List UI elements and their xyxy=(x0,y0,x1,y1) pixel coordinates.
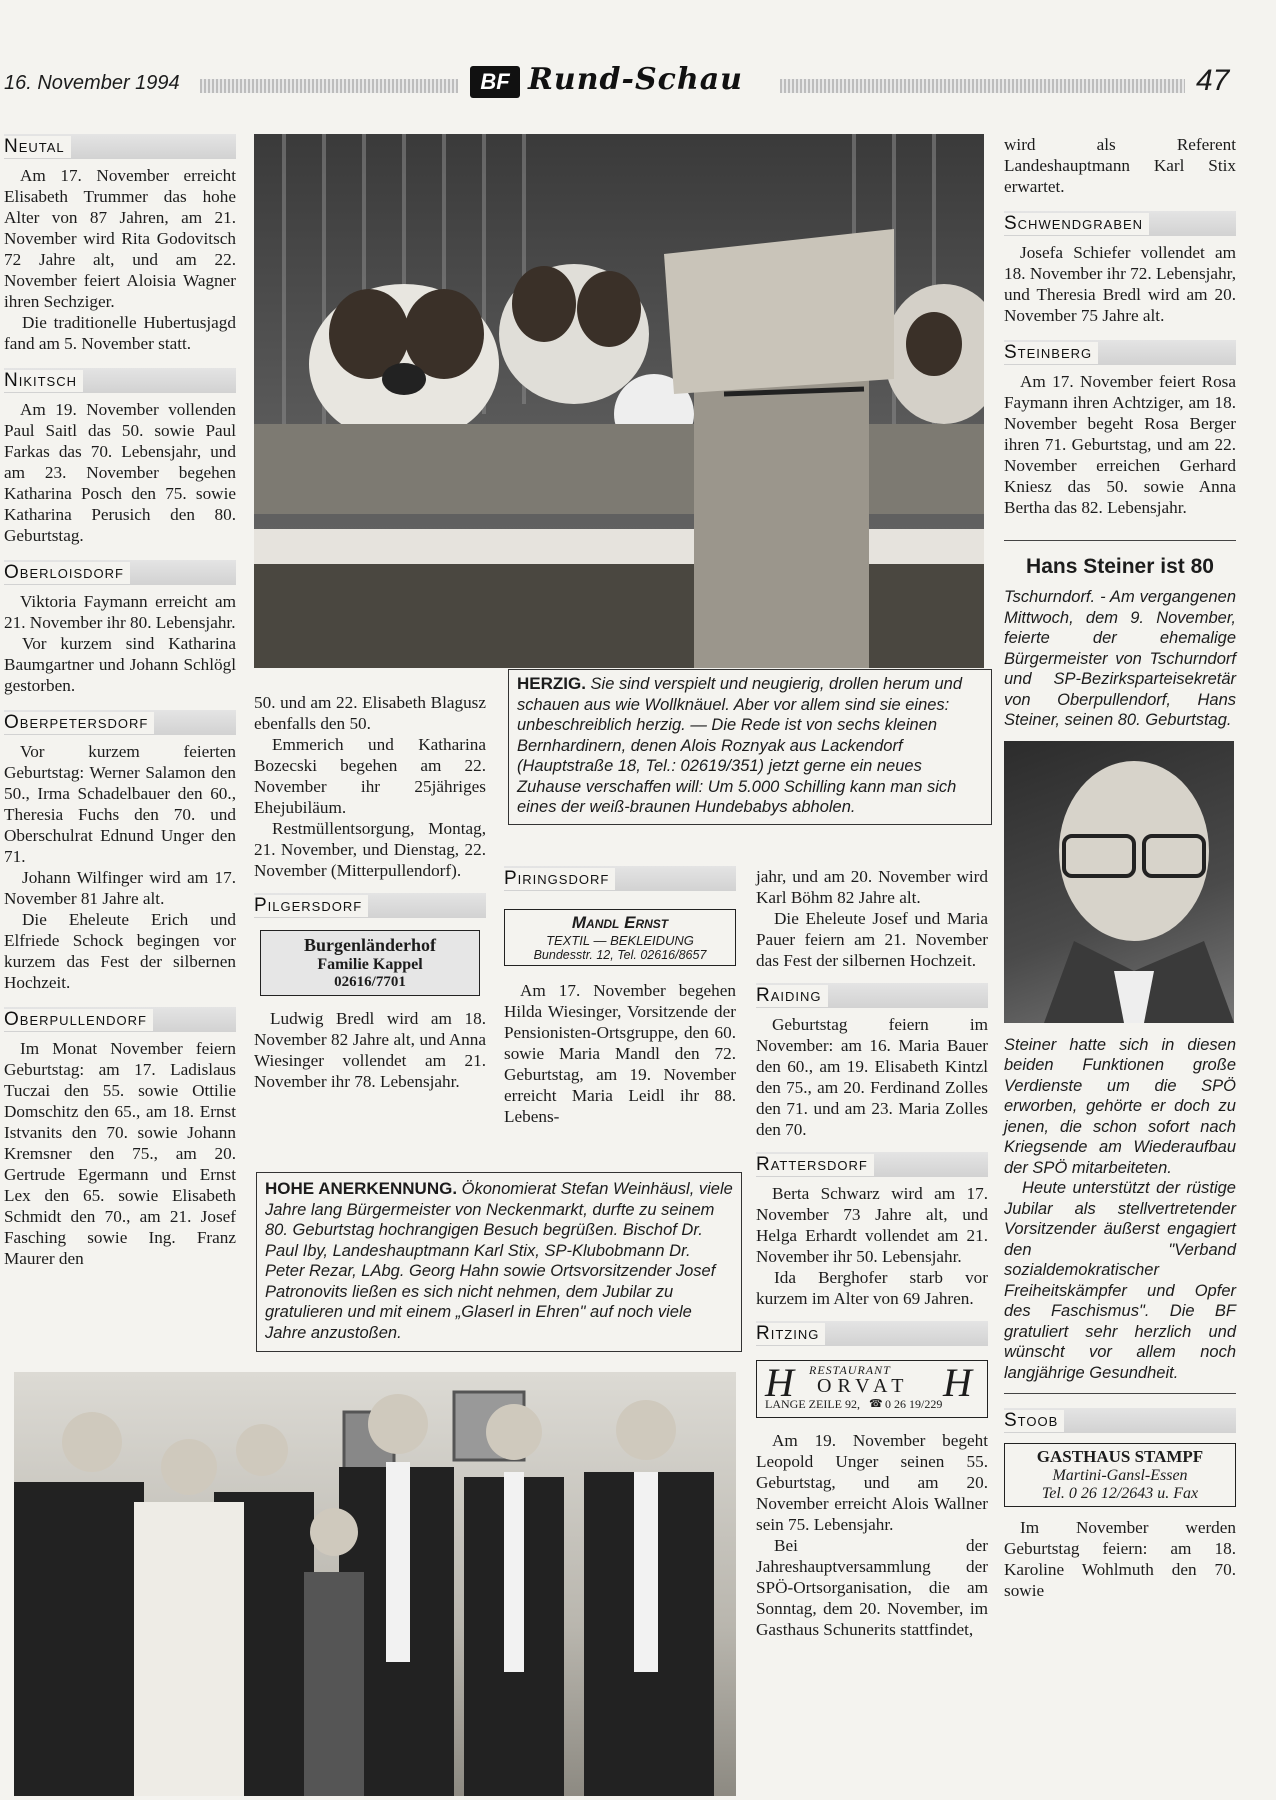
heading-raiding: Raiding xyxy=(756,983,988,1008)
ad-mandl-name: Mandl Ernst xyxy=(571,913,669,932)
neutal-text-2: Die traditionelle Hubertusjagd fand am 5. November statt. xyxy=(4,313,236,353)
ad-burgenlaenderhof-name: Burgenländerhof xyxy=(303,935,436,955)
ad-horvath-address: LANGE ZEILE 92, xyxy=(765,1397,860,1411)
piringsdorf-text: Am 17. November begehen Hilda Wiesinger, Vorsitzende der Pensionisten-Ortsgruppe, den 60. sowie Maria Mandl den 72. Geburtstag, am 19. November erreicht Maria Leidl ihr 88. Lebens- xyxy=(504,981,736,1126)
column-3 xyxy=(504,866,736,1127)
ad-burgenlaenderhof xyxy=(260,930,480,996)
heading-oberpullendorf: Oberpullendorf xyxy=(4,1007,236,1032)
stoob-text: Im November werden Geburtstag feiern: am 18. Karoline Wohlmuth den 70. sowie xyxy=(1004,1518,1236,1600)
ad-horvath-h2: H xyxy=(943,1360,972,1405)
column-4 xyxy=(756,866,988,1640)
col2-text-3: Restmüllentsorgung, Montag, 21. November, und Dienstag, 22. November (Mitterpullendorf). xyxy=(254,819,486,880)
header-rule-left xyxy=(200,79,458,93)
issue-date: 16. November 1994 xyxy=(4,72,180,94)
oberpetersdorf-text-1: Vor kurzem feierten Geburtstag: Werner Salamon den 50., Irma Schadelbauer den 60., Theresia Fuchs den 70. und Oberschulrat Ednund Unger den 71. xyxy=(4,742,236,866)
ad-burgenlaenderhof-family: Familie Kappel xyxy=(317,956,423,973)
ad-stampf-name: GASTHAUS STAMPF xyxy=(1036,1447,1204,1466)
heading-steinberg: Steinberg xyxy=(1004,340,1236,365)
column-5 xyxy=(1004,134,1236,1601)
phone-icon: ☎ xyxy=(869,1398,883,1410)
oberpullendorf-text: Im Monat November feiern Geburtstag: am 17. Ladislaus Tuczai den 55. sowie Ottilie Domschitz den 65., am 18. Ernst Istvanits den 70. sowie Johann Kremsner den 75., am 20. Gertrude Egermann und Ernst Lex den 65. sowie Elisabeth Schmidt den 70., am 21. Josef Fasching sowie Ing. Franz Maurer den xyxy=(4,1039,236,1268)
ritzing-text-1: Am 19. November begeht Leopold Unger seinen 55. Geburtstag, und am 20. November erreicht Alois Wallner sein 75. Lebensjahr. xyxy=(756,1431,988,1534)
herzig-lead: HERZIG. xyxy=(517,674,586,693)
schwendgraben-text: Josefa Schiefer vollendet am 18. November ihr 72. Lebensjahr, und Theresia Bredl wird am 20. November 75 Jahre alt. xyxy=(1004,243,1236,325)
ritzing-text-2: Bei der Jahreshauptversammlung der SPÖ-Ortsorganisation, die am Sonntag, dem 20. November, im Gasthaus Schunerits stattfindet, xyxy=(756,1536,988,1639)
raiding-text: Geburtstag feiern im November: am 16. Maria Bauer den 60., am 19. Elisabeth Kintzl den 75., am 20. Ferdinand Zolles den 71. und am 23. Maria Zolles den 70. xyxy=(756,1015,988,1139)
anerkennung-caption xyxy=(256,1172,742,1352)
heading-neutal: Neutal xyxy=(4,134,236,159)
column-5-divider xyxy=(1004,540,1236,541)
bf-logo: BF xyxy=(470,66,520,98)
ad-horvath xyxy=(756,1360,988,1418)
nikitsch-text: Am 19. November vollenden Paul Saitl das 50. sowie Paul Farkas das 70. Lebensjahr, und am 23. November begehen Katharina Posch den 75. sowie Katharina Perusich den 80. Geburtstag. xyxy=(4,400,236,545)
col5-text-0: wird als Referent Landeshauptmann Karl Stix erwartet. xyxy=(1004,135,1236,196)
column-5-divider-2 xyxy=(1004,1393,1236,1394)
ad-gasthaus-stampf xyxy=(1004,1443,1236,1507)
steiner-text-1: Tschurndorf. - Am vergangenen Mittwoch, dem 9. November, feierte der ehemalige Bürgermeister von Tschurndorf und SP-Bezirksparteisekretär von Oberpullendorf, Hans Steiner, seinen 80. Geburtstag. xyxy=(1004,588,1236,729)
ad-horvath-h1: H xyxy=(765,1360,794,1405)
anerkennung-lead: HOHE ANERKENNUNG. xyxy=(265,1179,458,1198)
oberpetersdorf-text-3: Die Eheleute Erich und Elfriede Schock begingen vor kurzem das Fest der silbernen Hochzeit. xyxy=(4,910,236,992)
pilgersdorf-text: Ludwig Bredl wird am 18. November 82 Jahre alt, und Anna Wiesinger vollendet am 21. November ihr 78. Lebensjahr. xyxy=(254,1009,486,1091)
puppies-photo-drawing xyxy=(254,134,984,668)
heading-stoob: Stoob xyxy=(1004,1408,1236,1433)
heading-oberloisdorf: Oberloisdorf xyxy=(4,560,236,585)
steiner-portrait-drawing xyxy=(1004,741,1234,1023)
herzig-text: Sie sind verspielt und neugierig, drollen herum und schauen aus wie Wollknäuel. Aber vor allem sind sie eines: unbeschreiblich herzig. — Die Rede ist von sechs kleinen Bernhardinern, denen Alois Roznyak aus Lackendorf (Hauptstraße 18, Tel.: 02619/351) jetzt gerne ein neues Zuhause verschaffen will: Um 5.000 Schilling kann man sich eines der weiß-braunen Hundebabys abholen. xyxy=(517,675,963,816)
ad-mandl-address: Bundesstr. 12, Tel. 02616/8657 xyxy=(533,948,707,962)
ad-horvath-phone: 0 26 19/229 xyxy=(885,1397,943,1411)
heading-piringsdorf: Piringsdorf xyxy=(504,866,736,891)
heading-oberpetersdorf: Oberpetersdorf xyxy=(4,710,236,735)
section-title: Rund-Schau xyxy=(528,62,743,97)
steiner-portrait xyxy=(1004,741,1234,1023)
ad-horvath-middle: ORVAT xyxy=(817,1375,910,1397)
column-1 xyxy=(4,134,236,1269)
ad-mandl-ernst xyxy=(504,909,736,966)
heading-rattersdorf: Rattersdorf xyxy=(756,1152,988,1177)
oberloisdorf-text-1: Viktoria Faymann erreicht am 21. November ihr 80. Lebensjahr. xyxy=(4,592,236,632)
rattersdorf-text-2: Ida Berghofer starb vor kurzem im Alter von 69 Jahren. xyxy=(756,1268,988,1308)
steiner-text-2: Steiner hatte sich in diesen beiden Funktionen große Verdienste um die SPÖ erworben, gehörte er doch zu jenen, die schon sofort nach Kriegsende am Wiederaufbau der SPÖ mitarbeiteten. xyxy=(1004,1035,1236,1177)
puppies-photo xyxy=(254,134,984,668)
group-photo xyxy=(14,1372,736,1796)
col2-text-1: 50. und am 22. Elisabeth Blagusz ebenfalls den 50. xyxy=(254,693,486,733)
column-2 xyxy=(254,692,486,1092)
steinberg-text: Am 17. November feiert Rosa Faymann ihren Achtziger, am 18. November begeht Rosa Berger ihren 71. Geburtstag, und am 22. November erreichen Gerhard Kniesz das 50. sowie Anna Bertha das 82. Lebensjahr. xyxy=(1004,372,1236,517)
rattersdorf-text-1: Berta Schwarz wird am 17. November 73 Jahre alt, und Helga Erhardt vollendet am 21. November ihr 50. Lebensjahr. xyxy=(756,1184,988,1266)
col4-text-1: jahr, und am 20. November wird Karl Böhm 82 Jahre alt. xyxy=(756,867,988,907)
header-rule-right xyxy=(780,79,1185,93)
ad-horvath-small: RESTAURANT xyxy=(809,1363,891,1377)
group-photo-drawing xyxy=(14,1372,736,1796)
heading-ritzing: Ritzing xyxy=(756,1321,988,1346)
oberpetersdorf-text-2: Johann Wilfinger wird am 17. November 81 Jahre alt. xyxy=(4,868,236,908)
page-number: 47 xyxy=(1196,64,1230,97)
ad-stampf-offer: Martini-Gansl-Essen xyxy=(1052,1467,1188,1484)
herzig-caption xyxy=(508,669,992,825)
neutal-text-1: Am 17. November erreicht Elisabeth Trummer das hohe Alter von 87 Jahren, am 21. November wird Rita Godovitsch 72 Jahre alt, und am 22. November feiert Aloisia Wagner ihren Sechziger. xyxy=(4,166,236,311)
col4-text-2: Die Eheleute Josef und Maria Pauer feiern am 21. November das Fest der silbernen Hochzeit. xyxy=(756,909,988,970)
ad-burgenlaenderhof-phone: 02616/7701 xyxy=(334,974,406,990)
heading-schwendgraben: Schwendgraben xyxy=(1004,211,1236,236)
heading-nikitsch: Nikitsch xyxy=(4,368,236,393)
anerkennung-text: Ökonomierat Stefan Weinhäusl, viele Jahre lang Bürgermeister von Neckenmarkt, durfte zu seinem 80. Geburtstag hochrangigen Besuch begrüßen. Bischof Dr. Paul Iby, Landeshauptmann Karl Stix, SP-Klubobmann Dr. Peter Rezar, LAbg. Georg Hahn sowie Ortsvorsitzender Josef Patronovits ließen es sich nicht nehmen, dem Jubilar zu gratulieren und mit einem „Glaserl in Ehren" auf noch viele Jahre anzustoßen. xyxy=(265,1180,733,1342)
heading-pilgersdorf: Pilgersdorf xyxy=(254,893,486,918)
ad-stampf-phone: Tel. 0 26 12/2643 u. Fax xyxy=(1041,1485,1199,1502)
page-header xyxy=(0,62,1276,102)
oberloisdorf-text-2: Vor kurzem sind Katharina Baumgartner und Johann Schlögl gestorben. xyxy=(4,634,236,695)
steiner-text-3: Heute unterstützt der rüstige Jubilar als stellvertretender Vorsitzender äußerst engagiert den "Verband sozialdemokratischer Freiheitskämpfer und Opfer des Faschismus". Die BF gratuliert sehr herzlich und wünscht vor allem noch langjährige Gesundheit. xyxy=(1004,1179,1236,1382)
col2-text-2: Emmerich und Katharina Bozecski begehen am 22. November ihr 25jähriges Ehejubiläum. xyxy=(254,735,486,817)
ad-mandl-trade: TEXTIL — BEKLEIDUNG xyxy=(546,933,694,948)
steiner-title: Hans Steiner ist 80 xyxy=(1026,555,1214,578)
